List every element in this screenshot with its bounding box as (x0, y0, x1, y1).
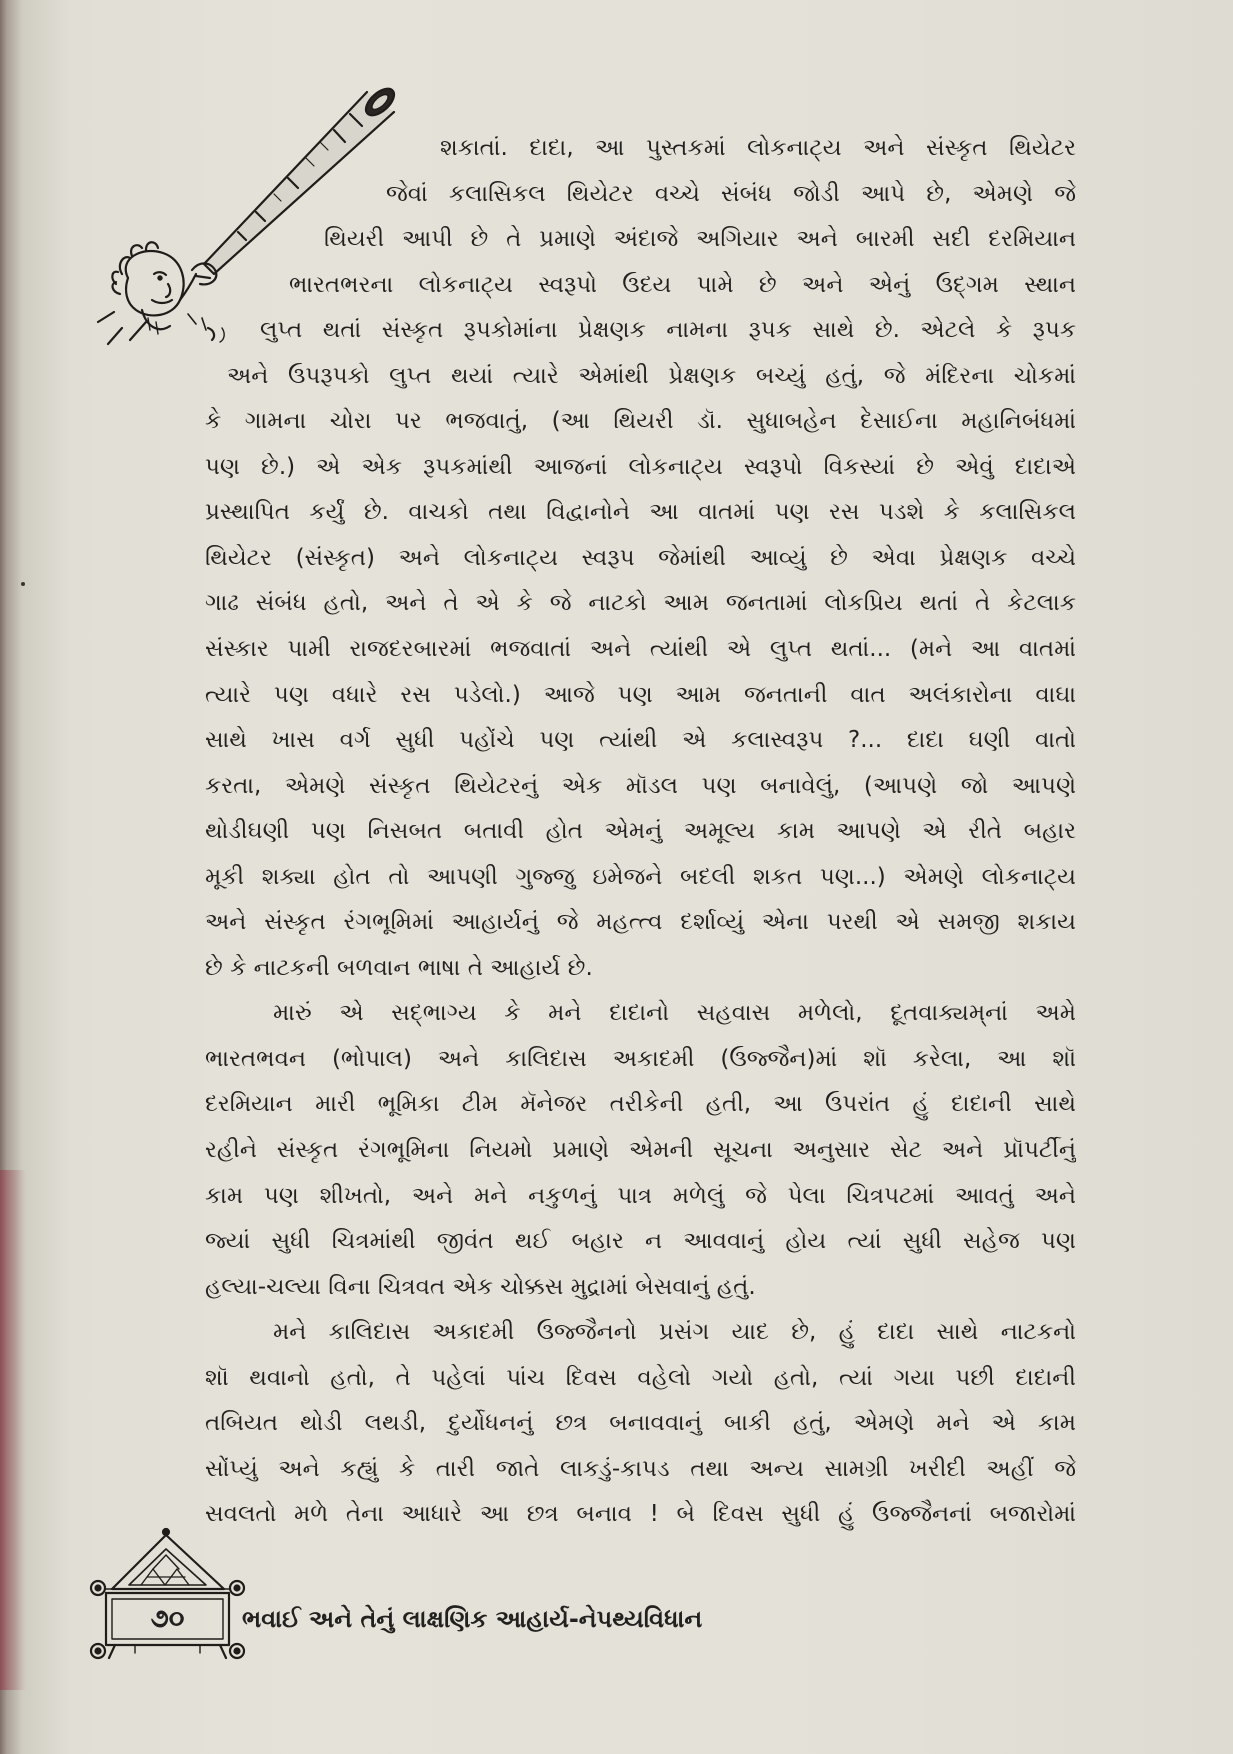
text-line: ત્યારે પણ વધારે રસ પડેલો.) આજે પણ આમ જનતાની વાત અલંકારોના વાઘા (205, 681, 1076, 708)
text-line: મારું એ સદ્‌ભાગ્ય કે મને દાદાનો સહવાસ મળેલો, દૂતવાક્યમ્‌નાં અમે (273, 1000, 1076, 1027)
text-line: ગાઢ સંબંધ હતો, અને તે એ કે જે નાટકો આમ જનતામાં લોકપ્રિય થતાં તે કેટલાક (205, 590, 1076, 617)
text-line: સોંપ્યું અને કહ્યું કે તારી જાતે લાકડું-કાપડ તથા અન્ય સામગ્રી ખરીદી અહીં જે (205, 1455, 1076, 1482)
text-line: જેવાં કલાસિકલ થિયેટર વચ્ચે સંબંધ જોડી આપે છે, એમણે જે (386, 180, 1076, 207)
paper-speck (21, 582, 25, 586)
text-line: ભારતભવન (ભોપાલ) અને કાલિદાસ અકાદમી (ઉજ્જૈન)માં શૉ કરેલા, આ શૉ (205, 1045, 1076, 1072)
text-line: મૂકી શક્યા હોત તો આપણી ગુજ્જુ ઇમેજને બદલી શકત પણ...) એમણે લોકનાટ્ય (205, 863, 1076, 890)
text-line: કરતા, એમણે સંસ્કૃત થિયેટરનું એક મૉડલ પણ બનાવેલું, (આપણે જો આપણે (205, 772, 1076, 799)
text-line: પ્રસ્થાપિત કર્યું છે. વાચકો તથા વિદ્વાનોને આ વાતમાં પણ રસ પડશે કે કલાસિકલ (205, 499, 1076, 526)
text-line: પણ છે.) એ એક રૂપકમાંથી આજનાં લોકનાટ્ય સ્વરૂપો વિકસ્યાં છે એવું દાદાએ (205, 453, 1076, 480)
text-line: હલ્યા-ચલ્યા વિના ચિત્રવત એક ચોક્કસ મુદ્રામાં બેસવાનું હતું. (205, 1273, 756, 1300)
running-title: ભવાઈ અને તેનું લાક્ષણિક આહાર્ય-નેપથ્યવિધાન (242, 1605, 703, 1633)
text-line: શકાતાં. દાદા, આ પુસ્તકમાં લોકનાટ્ય અને સંસ્કૃત થિયેટર (440, 135, 1076, 161)
text-line: અને સંસ્કૃત રંગભૂમિમાં આહાર્યનું જે મહત્ત્વ દર્શાવ્યું એના પરથી એ સમજી શકાય (205, 909, 1076, 936)
shrine-frame-icon (85, 1525, 250, 1665)
text-line: છે કે નાટકની બળવાન ભાષા તે આહાર્ય છે. (205, 954, 593, 981)
text-line: થિયેટર (સંસ્કૃત) અને લોકનાટ્ય સ્વરૂપ જેમાંથી આવ્યું છે એવા પ્રેક્ષણક વચ્ચે (205, 544, 1076, 571)
text-line: મને કાલિદાસ અકાદમી ઉજ્જૈનનો પ્રસંગ યાદ છે, હું દાદા સાથે નાટકનો (273, 1319, 1076, 1346)
text-line: કે ગામના ચોરા પર ભજવાતું, (આ થિયરી ડૉ. સુધાબહેન દેસાઈના મહાનિબંધમાં (205, 408, 1076, 435)
text-line: જ્યાં સુધી ચિત્રમાંથી જીવંત થઈ બહાર ન આવવાનું હોય ત્યાં સુધી સહેજ પણ (205, 1228, 1076, 1255)
page-edge-shadow (0, 1170, 26, 1690)
text-line: સંસ્કાર પામી રાજદરબારમાં ભજવાતાં અને ત્યાંથી એ લુપ્ત થતાં... (મને આ વાતમાં (205, 636, 1076, 663)
text-line: દરમિયાન મારી ભૂમિકા ટીમ મૅનેજર તરીકેની હતી, આ ઉપરાંત હું દાદાની સાથે (205, 1091, 1076, 1118)
text-line: અને ઉપરૂપકો લુપ્ત થયાં ત્યારે એમાંથી પ્રેક્ષણક બચ્યું હતું, જે મંદિરના ચોકમાં (227, 362, 1076, 389)
body-text (205, 126, 1076, 1538)
text-line: રહીને સંસ્કૃત રંગભૂમિના નિયમો પ્રમાણે એમની સૂચના અનુસાર સેટ અને પ્રૉપર્ટીનું (205, 1137, 1076, 1164)
text-line: કામ પણ શીખતો, અને મને નકુળનું પાત્ર મળેલું જે પેલા ચિત્રપટમાં આવતું અને (205, 1182, 1076, 1209)
text-line: તબિયત થોડી લથડી, દુર્યોધનનું છત્ર બનાવવાનું બાકી હતું, એમણે મને એ કામ (205, 1410, 1076, 1437)
text-line: સાથે ખાસ વર્ગ સુધી પહોંચે પણ ત્યાંથી એ કલાસ્વરૂપ ?... દાદા ઘણી વાતો (205, 727, 1076, 754)
text-line: થિયરી આપી છે તે પ્રમાણે અંદાજે અગિયાર અને બારમી સદી દરમિયાન (324, 226, 1076, 253)
text-line: સવલતો મળે તેના આધારે આ છત્ર બનાવ ! બે દિવસ સુધી હું ઉજ્જૈનનાં બજારોમાં (205, 1501, 1076, 1528)
text-line: ભારતભરના લોકનાટ્ય સ્વરૂપો ઉદય પામે છે અને એનું ઉદ્‌ગમ સ્થાન (289, 271, 1076, 298)
text-line: શૉ થવાનો હતો, તે પહેલાં પાંચ દિવસ વહેલો ગયો હતો, ત્યાં ગયા પછી દાદાની (205, 1364, 1076, 1391)
text-line: લુપ્ત થતાં સંસ્કૃત રૂપકોમાંના પ્રેક્ષણક નામના રૂપક સાથે છે. એટલે કે રૂપક (260, 317, 1076, 344)
page-number: ૭૦ (150, 1604, 185, 1634)
text-line: થોડીઘણી પણ નિસબત બતાવી હોત એમનું અમૂલ્ય કામ આપણે એ રીતે બહાર (205, 818, 1076, 845)
